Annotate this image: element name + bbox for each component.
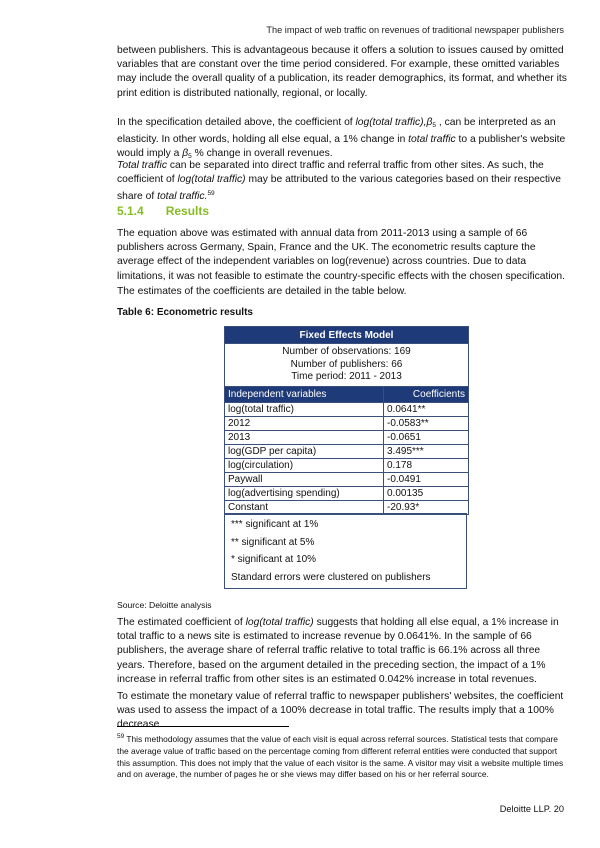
variable-cell: 2013: [225, 430, 384, 444]
column-header: Independent variables: [225, 386, 384, 402]
variable-cell: log(total traffic): [225, 402, 384, 416]
table-row: [225, 444, 469, 458]
page-footer: Deloitte LLP. 20: [499, 804, 564, 814]
table-row: [225, 500, 469, 514]
footnote: $^{59}$ This methodology assumes that the value of each visit is equal across referral sources. Statistical tests that compare the average value of traffic based on the percentage coming from different referral entities were conducted that support this assumption. This does not imply that the value of each visitor is the same. A visitor may visit a website multiple times and on average, the number of pages he or she views may differ based on his or her referral source.: [117, 733, 564, 780]
coefficient-cell: 3.495***: [384, 444, 469, 458]
coefficient-cell: 0.178: [384, 458, 469, 472]
table-info: Number of observations: 169 Number of publishers: 66 Time period: 2011 - 2013: [225, 344, 469, 387]
paragraph: The estimated coefficient of log(total traffic) suggests that holding all else equal, a 1% increase in total traffic to a news site is estimated to increase revenue by 0.0641%. In the sample of 66 publishers, the average share of referral traffic relative to total traffic is 66.1% across all three years. Therefore, based on the argument detailed in the preceding section, the impact of a 1% increase in referral traffic from other sites is an estimated 0.042% increase in total revenues.: [117, 617, 559, 685]
variable-cell: log(advertising spending): [225, 486, 384, 500]
coefficient-cell: 0.0641**: [384, 402, 469, 416]
variable-cell: 2012: [225, 416, 384, 430]
coefficient-cell: -0.0491: [384, 472, 469, 486]
coefficient-cell: -20.93*: [384, 500, 469, 514]
paragraph: between publishers. This is advantageous because it offers a solution to issues caused by omitted variables that are constant over the time period considered. For example, these omitted variables may include the overall quality of a publication, its reader demographics, its format, and whether its print edition is distributed nationally, regional, or locally.: [117, 45, 567, 99]
running-header: The impact of web traffic on revenues of traditional newspaper publishers: [266, 25, 564, 35]
coefficient-cell: 0.00135: [384, 486, 469, 500]
section-heading: 5.1.4 Results: [117, 204, 210, 218]
table-row: [225, 472, 469, 486]
results-table: [224, 326, 469, 515]
table-row: [225, 486, 469, 500]
paragraph: The estimates of the coefficients are detailed in the table below.: [117, 286, 407, 297]
table-title: Fixed Effects Model: [225, 327, 469, 344]
column-header: Coefficients: [384, 386, 469, 402]
coefficient-cell: -0.0583**: [384, 416, 469, 430]
footnote-divider: [117, 726, 289, 727]
paragraph: The equation above was estimated with annual data from 2011-2013 using a sample of 66 publishers across Germany, Spain, France and the UK. The econometric results capture the average effect of the independent variables on log(revenue) across countries. Due to data limitations, it was not feasible to estimate the country-specific effects with the chosen specification.: [117, 228, 565, 282]
paragraph: In the specification detailed above, the coefficient of log(total $traffic),\beta_5$ , can be interpreted as an elasticity. In other words, holding all else equal, a 1% change in total traffic to a publisher's website would imply a $\beta_5$ % change in overall revenues.: [117, 117, 566, 161]
variable-cell: log(circulation): [225, 458, 384, 472]
variable-cell: Paywall: [225, 472, 384, 486]
table-row: [225, 416, 469, 430]
coefficient-cell: -0.0651: [384, 430, 469, 444]
table-row: [225, 402, 469, 416]
source-note: Source: Deloitte analysis: [117, 600, 212, 610]
table-row: [225, 458, 469, 472]
table-caption: Table 6: Econometric results: [117, 307, 253, 318]
table-row: [225, 430, 469, 444]
table-notes: *** significant at 1% ** significant at 5% * significant at 10% Standard errors were clustered on publishers: [224, 513, 467, 589]
paragraph: Total traffic can be separated into direct traffic and referral traffic from other sites. As such, the coefficient of log(total traffic) may be attributed to the various categories based on their respective share of total traffic.$^{59}$: [117, 160, 561, 203]
variable-cell: Constant: [225, 500, 384, 514]
paragraph: To estimate the monetary value of referral traffic to newspaper publishers' websites, the coefficient was used to assess the impact of a 100% decrease in total traffic. The results imply that a 100% decrease: [117, 691, 564, 731]
variable-cell: log(GDP per capita): [225, 444, 384, 458]
